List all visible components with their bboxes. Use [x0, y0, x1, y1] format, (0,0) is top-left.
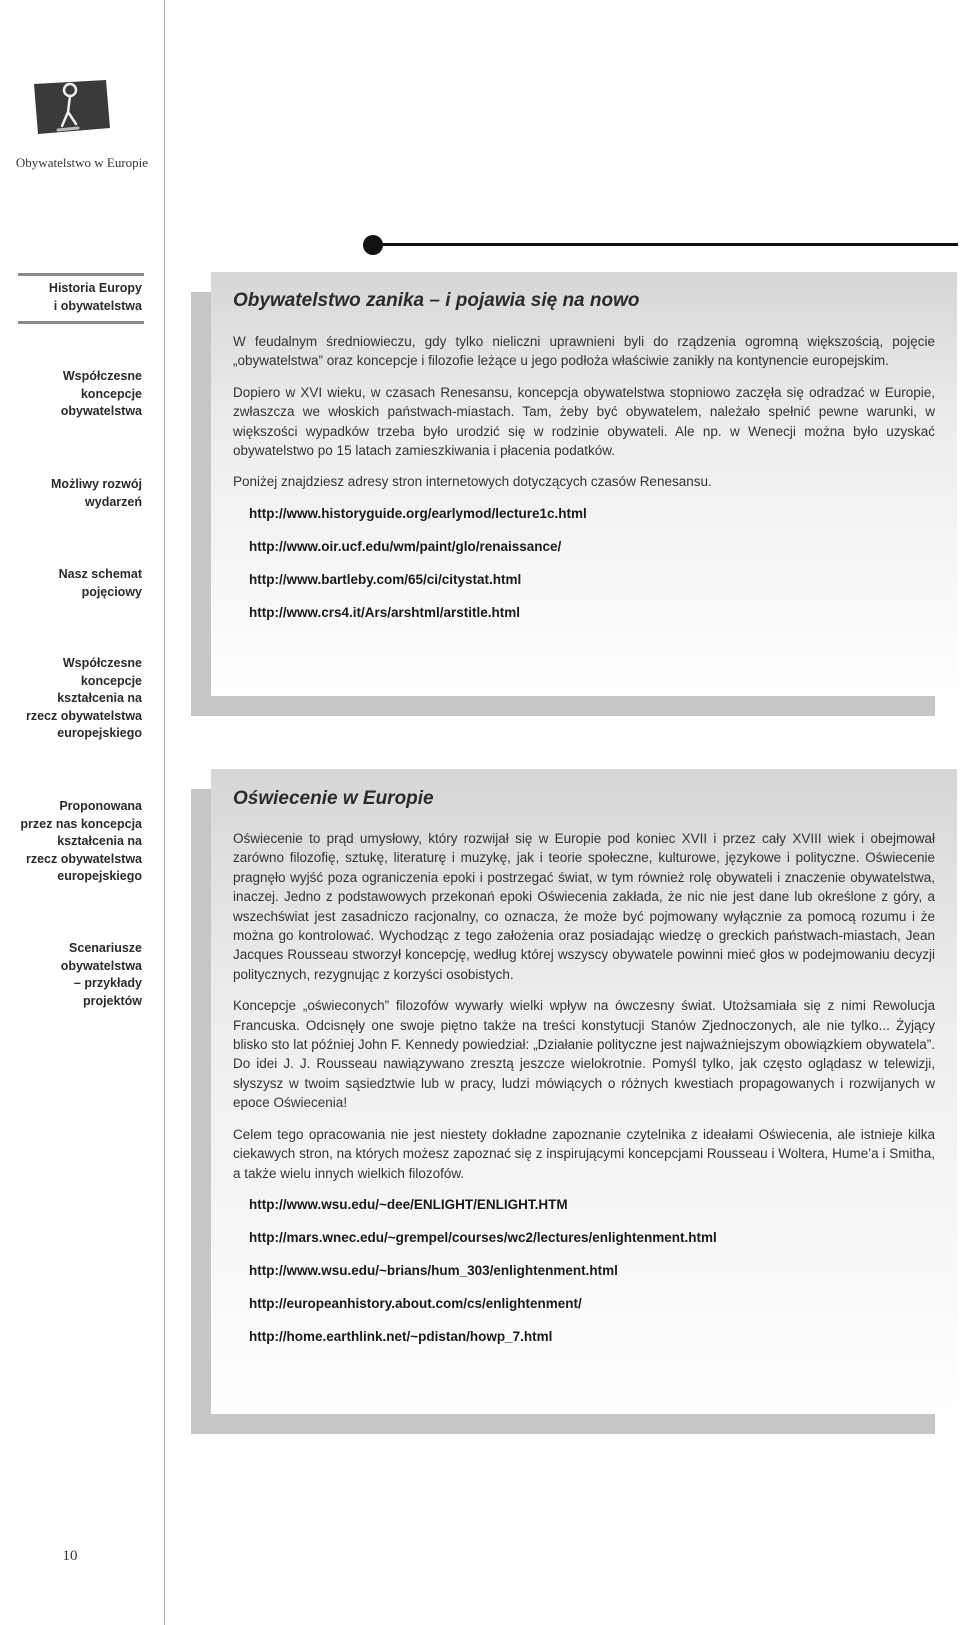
enlightenment-section	[211, 769, 957, 1414]
link[interactable]: http://www.crs4.it/Ars/arshtml/arstitle.html	[249, 604, 521, 620]
link[interactable]: http://mars.wnec.edu/~grempel/courses/wc2/lectures/enlightenment.html	[249, 1229, 717, 1245]
link[interactable]: http://www.wsu.edu/~brians/hum_303/enlightenment.html	[249, 1262, 618, 1278]
nav-item-wspolczesne-koncepcje[interactable]	[16, 368, 142, 421]
nav-item-label: Scenariusze obywatelstwa – przykłady projektów	[60, 941, 142, 1008]
link[interactable]: http://home.earthlink.net/~pdistan/howp_7.html	[249, 1328, 553, 1344]
nav-item-proponowana[interactable]	[16, 798, 142, 886]
paragraph: Celem tego opracowania nie jest niestety dokładne zapoznanie czytelnika z ideałami Oświecenia, ale istnieje kilka ciekawych stron, na których możesz zapoznać się z inspirującymi koncepcjami Rousseau i Woltera, Hume’a i Smitha, a także wielu innych wielkich filozofów.	[233, 1126, 935, 1181]
link[interactable]: http://www.wsu.edu/~dee/ENLIGHT/ENLIGHT.HTM	[249, 1196, 568, 1212]
top-rule	[372, 243, 958, 246]
section-title: Oświecenie w Europie	[233, 788, 434, 809]
paragraph: Dopiero w XVI wieku, w czasach Renesansu, koncepcja obywatelstwa stopniowo zaczęła się odradzać w Europie, zwłaszcza we włoskich państwach-miastach. Tam, żeby być obywatelem, należało spełnić pewne warunki, w większości wypadków trzeba było urodzić się w rodzinie obywateli. Ale np. w Wenecji można było uzyskać obywatelstwo po 15 latach zamieszkiwania i płacenia podatków.	[233, 384, 935, 459]
sidebar-divider	[164, 0, 165, 1625]
page-number: 10	[62, 1548, 78, 1564]
renaissance-section	[211, 272, 957, 696]
nav-item-scenariusze[interactable]	[16, 940, 142, 1010]
nav-item-label: Proponowana przez nas koncepcja kształcenia na rzecz obywatelstwa europejskiego	[20, 799, 142, 883]
link[interactable]: http://www.historyguide.org/earlymod/lecture1c.html	[249, 505, 587, 521]
brand-name: Obywatelstwo w Europie	[15, 155, 149, 170]
logo-flag-icon	[32, 78, 112, 138]
nav-item-wspolczesne-ksztalcenie[interactable]	[16, 655, 142, 743]
link[interactable]: http://www.bartleby.com/65/ci/citystat.html	[249, 571, 522, 587]
paragraph: W feudalnym średniowieczu, gdy tylko nieliczni uprawnieni byli do rządzenia ogromną większością, pojęcie „obywatelstwa” oraz koncepcje i filozofie leżące u jego podłoża właściwie zanikły na kontynencie europejskim.	[233, 334, 935, 369]
nav-item-label: Historia Europy i obywatelstwa	[48, 281, 142, 313]
nav-item-label: Nasz schemat pojęciowy	[58, 567, 142, 599]
paragraph: Koncepcje „oświeconych” filozofów wywarły wielki wpływ na ówczesny świat. Utożsamiała się z nimi Rewolucja Francuska. Odcisnęły one swoje piętno także na treści konstytucji Stanów Zjednoczonych, ale nie tylko... Żyjący blisko sto lat później John F. Kennedy powiedział: „Działanie polityczne jest najważniejszym obowiązkiem obywatela”. Do idei J. J. Rousseau nawiązywano zresztą jeszcze wielokrotnie. Pomyśl tylko, jak często oglądasz w telewizji, słyszysz w twoim sąsiedztwie lub w pracy, ludzi mówiących o różnych kwestiach propagowanych i rozwijanych w epoce Oświecenia!	[233, 998, 935, 1111]
nav-item-label: Współczesne koncepcje obywatelstwa	[60, 369, 142, 418]
nav-item-historia[interactable]	[16, 280, 142, 315]
link[interactable]: http://www.oir.ucf.edu/wm/paint/glo/renaissance/	[249, 538, 562, 554]
nav-item-label: Możliwy rozwój wydarzeń	[51, 477, 142, 509]
nav-item-mozliwy-rozwoj[interactable]	[16, 476, 142, 511]
paragraph: Poniżej znajdziesz adresy stron internetowych dotyczących czasów Renesansu.	[233, 474, 712, 490]
nav-item-schemat[interactable]	[16, 566, 142, 601]
link[interactable]: http://europeanhistory.about.com/cs/enlightenment/	[249, 1295, 582, 1311]
nav-item-label: Współczesne koncepcje kształcenia na rzecz obywatelstwa europejskiego	[25, 656, 142, 740]
paragraph: Oświecenie to prąd umysłowy, który rozwijał się w Europie pod koniec XVII i przez cały XVIII wiek i obejmował zarówno filozofię, sztukę, literaturę i muzykę, jak i teorie społeczne, kulturowe, językowe i polityczne. Oświecenie pragnęło wyjść poza ograniczenia epoki i postrzegać świat, w tym również rolę obywateli i znaczenie obywatelstwa, inaczej. Jedno z podstawowych przekonań epoki Oświecenia zakłada, że nic nie jest dane lub określone z góry, a wszechświat jest zasadniczo racjonalny, co oznacza, że może być pojmowany wyłącznie za pomocą rozumu i że można go kontrolować. Wychodząc z tego założenia oraz posiadając wiedzę o greckich państwach-miastach, Jean Jacques Rousseau stworzył koncepcję, według której wszyscy obywatele powinni mieć głos w podejmowaniu decyzji politycznych, rezygnując z korzyści osobistych.	[233, 831, 935, 982]
section-title: Obywatelstwo zanika – i pojawia się na nowo	[233, 290, 640, 311]
